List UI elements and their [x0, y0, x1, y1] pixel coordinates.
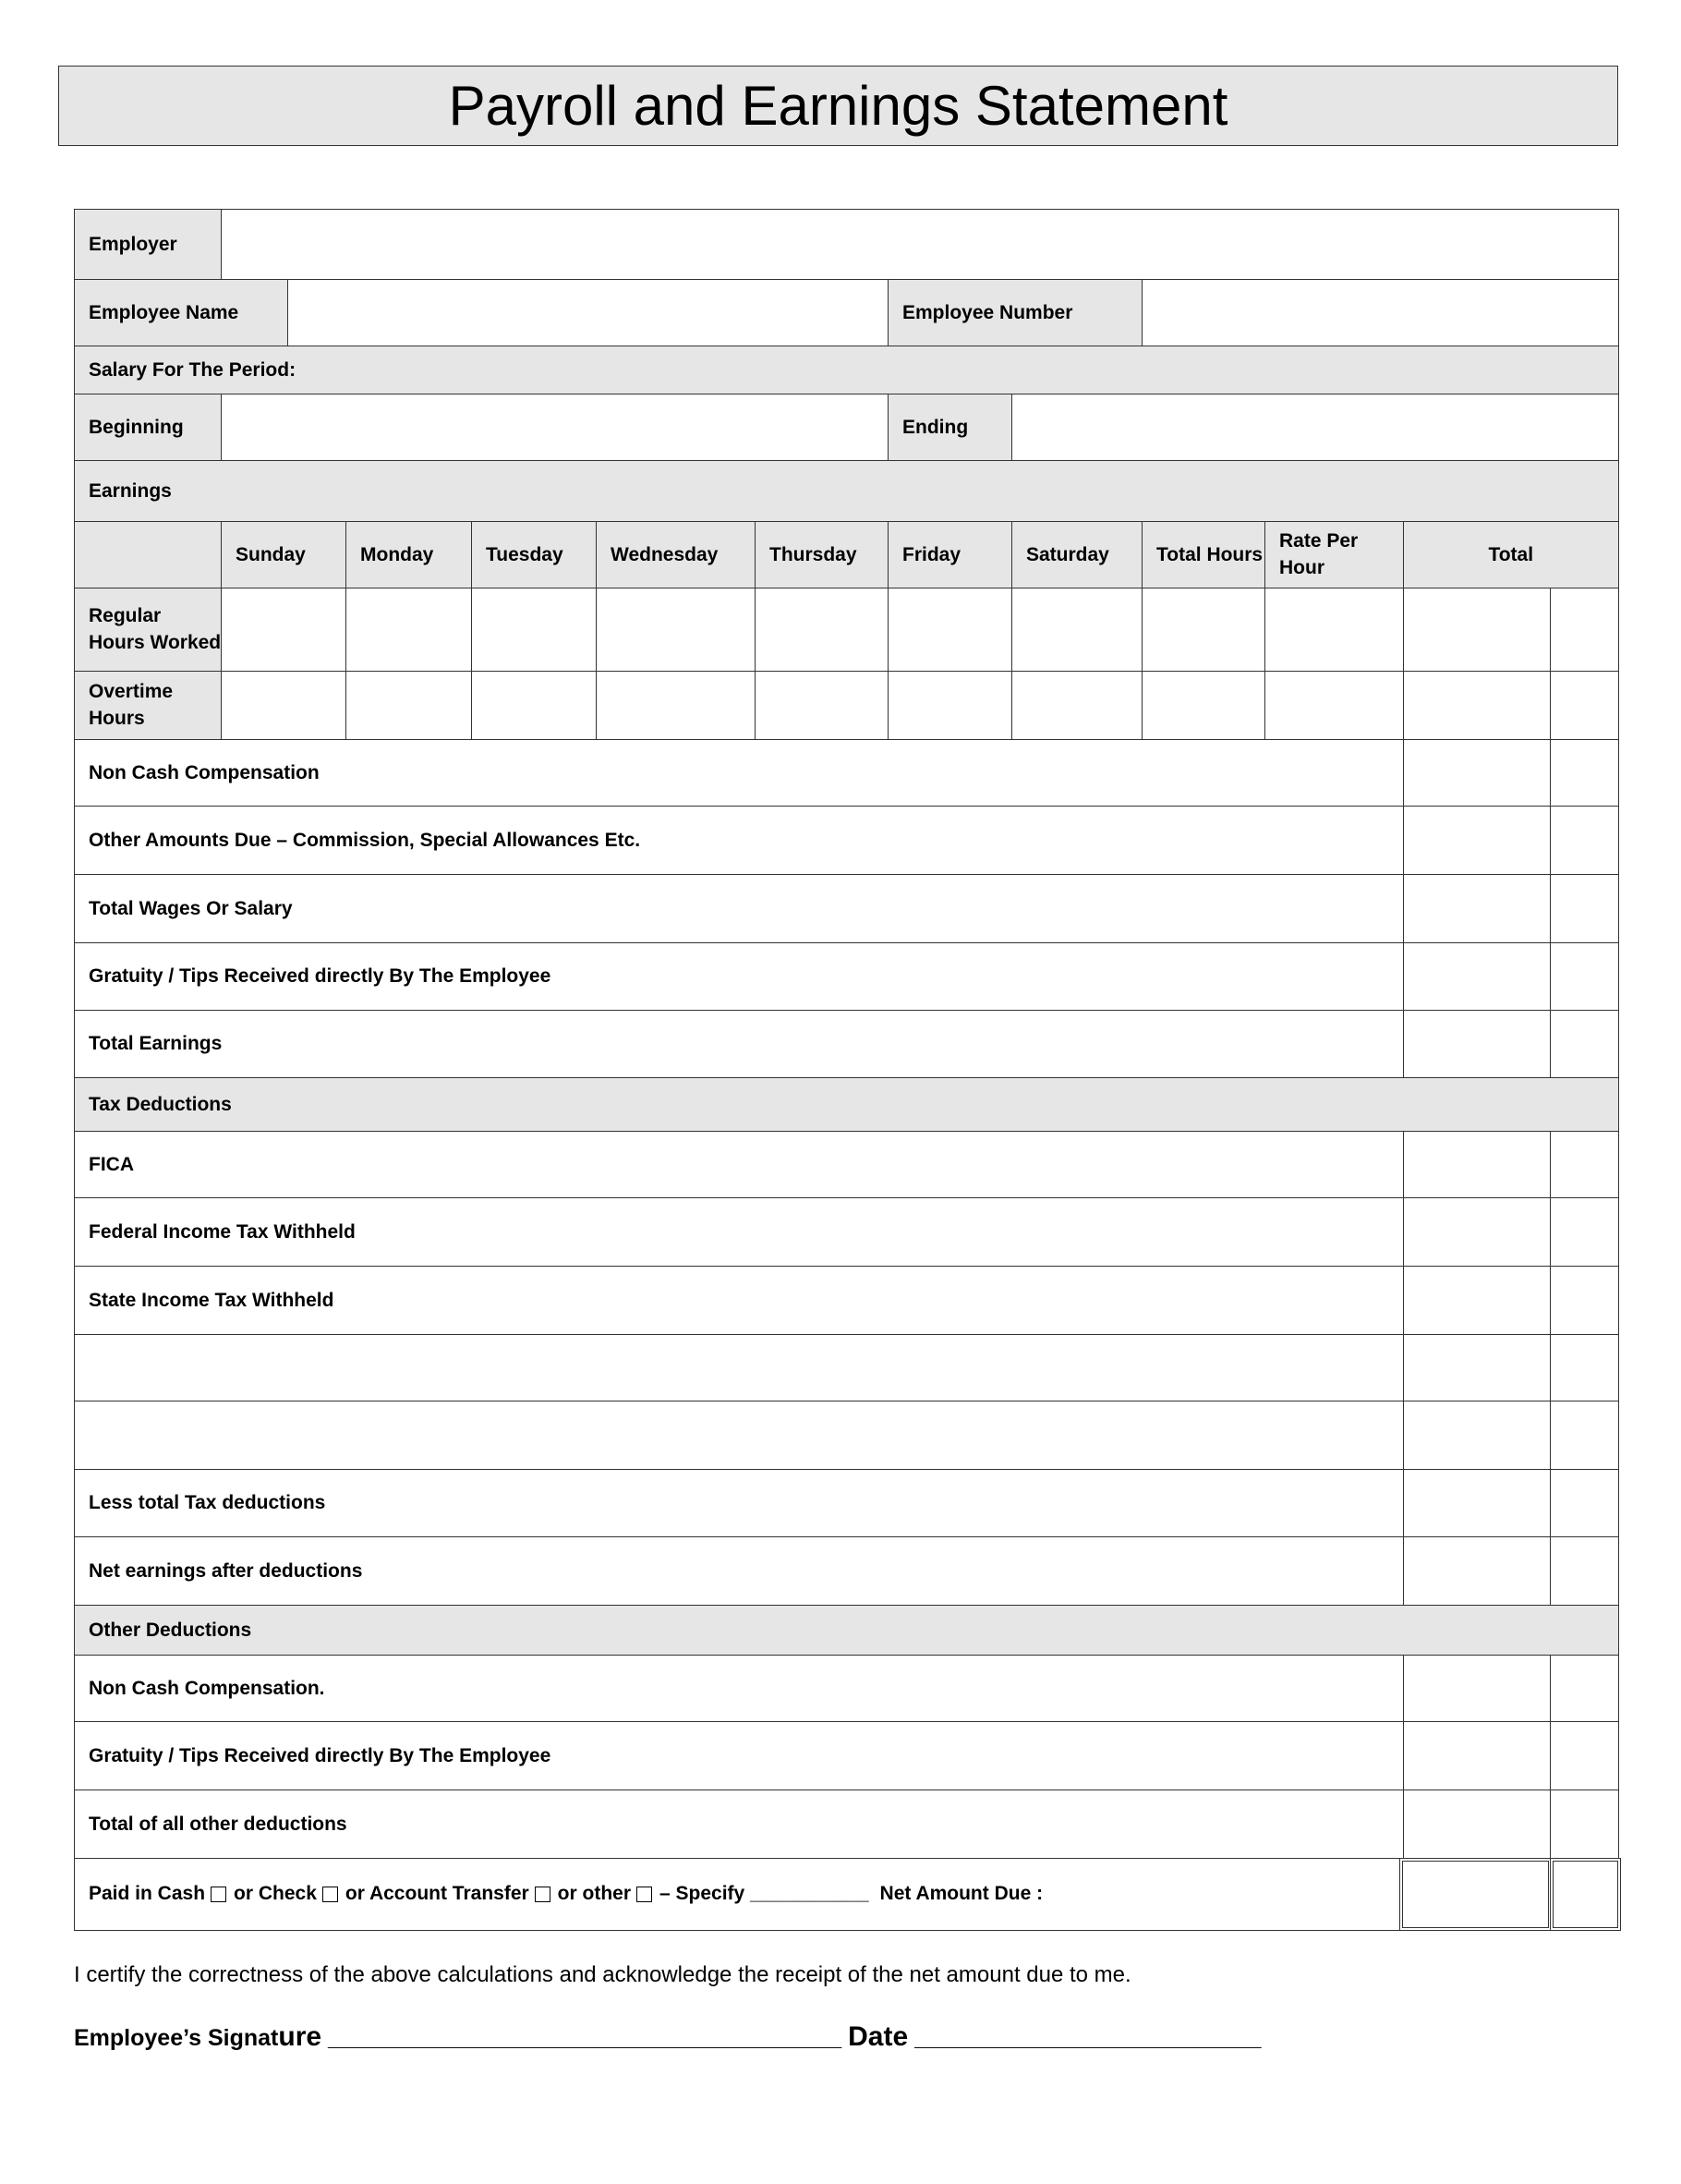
hours-input[interactable] — [888, 671, 1013, 741]
earnings-row-label: Other Amounts Due – Commission, Special Allowances Etc. — [74, 806, 1405, 876]
tax-amount[interactable] — [1403, 1401, 1552, 1471]
signature-line — [74, 2021, 1262, 2053]
tax-amount[interactable] — [1403, 1334, 1552, 1402]
beginning-label: Beginning — [74, 394, 223, 462]
column-header: Tuesday — [471, 521, 598, 589]
tax-amount[interactable] — [1403, 1266, 1552, 1336]
other-amount[interactable] — [1403, 1790, 1552, 1860]
tax-row-label — [74, 1401, 1405, 1471]
payment-net_due-label: Net Amount Due : — [879, 1883, 1044, 1905]
other-cents[interactable] — [1550, 1790, 1619, 1860]
hours-input[interactable] — [1264, 588, 1405, 673]
hours-input[interactable] — [345, 588, 473, 673]
tax-row-label: State Income Tax Withheld — [74, 1266, 1405, 1336]
hours-input[interactable] — [1403, 588, 1552, 673]
date-field[interactable]: ___________________________ — [914, 2025, 1262, 2051]
column-header: Saturday — [1011, 521, 1143, 589]
other-row-label: Non Cash Compensation. — [74, 1655, 1405, 1723]
hours-input[interactable] — [471, 671, 598, 741]
other-cents[interactable] — [1550, 1721, 1619, 1791]
employee-number-field[interactable] — [1142, 279, 1619, 347]
earnings-cents[interactable] — [1550, 942, 1619, 1012]
hours-input[interactable] — [596, 588, 756, 673]
net-amount-cents[interactable] — [1550, 1858, 1621, 1931]
payment-cash-checkbox[interactable] — [211, 1887, 226, 1902]
hours-input[interactable] — [596, 671, 756, 741]
beginning-field[interactable] — [221, 394, 889, 462]
earnings-amount[interactable] — [1403, 1010, 1552, 1079]
hours-input[interactable] — [1142, 588, 1266, 673]
other-amount[interactable] — [1403, 1655, 1552, 1723]
earnings-amount[interactable] — [1403, 806, 1552, 876]
hours-input[interactable] — [888, 588, 1013, 673]
tax-cents[interactable] — [1550, 1334, 1619, 1402]
page-title: Payroll and Earnings Statement — [58, 66, 1618, 146]
earnings-row-label: Gratuity / Tips Received directly By The Employee — [74, 942, 1405, 1012]
certification-text: I certify the correctness of the above calculations and acknowledge the receipt of the net amount due to me. — [74, 1962, 1131, 1987]
column-header: Friday — [888, 521, 1013, 589]
column-header: Total Hours — [1142, 521, 1266, 589]
payment-cash-label: Paid in Cash — [89, 1883, 206, 1905]
other-row-label: Gratuity / Tips Received directly By The Employee — [74, 1721, 1405, 1791]
hours-input[interactable] — [1264, 671, 1405, 741]
salary-period-header: Salary For The Period: — [74, 346, 1619, 395]
date-label: Date — [848, 2021, 909, 2052]
employer-label: Employer — [74, 209, 223, 281]
earnings-row-label: Non Cash Compensation — [74, 739, 1405, 807]
tax-cents[interactable] — [1550, 1469, 1619, 1538]
tax-row-label: Federal Income Tax Withheld — [74, 1197, 1405, 1268]
hours-input[interactable] — [221, 588, 347, 673]
hours-input[interactable] — [1403, 671, 1552, 741]
hours-input[interactable] — [345, 671, 473, 741]
hours-input[interactable] — [755, 671, 889, 741]
header-blank — [74, 521, 223, 589]
tax-cents[interactable] — [1550, 1197, 1619, 1268]
earnings-row-label: Total Earnings — [74, 1010, 1405, 1079]
column-header: Monday — [345, 521, 473, 589]
payment-transfer-checkbox[interactable] — [535, 1887, 550, 1902]
tax-row-label: FICA — [74, 1131, 1405, 1199]
signature-label: Employee’s Signat — [74, 2025, 279, 2051]
tax-row-label: Less total Tax deductions — [74, 1469, 1405, 1538]
payment-other-checkbox[interactable] — [636, 1887, 652, 1902]
column-header: Rate Per Hour — [1264, 521, 1405, 589]
payment-method-row — [74, 1858, 1405, 1931]
hours-row-label: Overtime Hours — [74, 671, 223, 741]
payment-check-checkbox[interactable] — [322, 1887, 338, 1902]
payment-transfer-label: or Account Transfer — [345, 1883, 529, 1905]
tax-amount[interactable] — [1403, 1197, 1552, 1268]
hours-input[interactable] — [1142, 671, 1266, 741]
earnings-cents[interactable] — [1550, 739, 1619, 807]
earnings-cents[interactable] — [1550, 1010, 1619, 1079]
hours-row-label: Regular Hours Worked — [74, 588, 223, 673]
earnings-header: Earnings — [74, 460, 1619, 523]
hours-input[interactable] — [755, 588, 889, 673]
tax-cents[interactable] — [1550, 1131, 1619, 1199]
earnings-amount[interactable] — [1403, 942, 1552, 1012]
ending-field[interactable] — [1011, 394, 1619, 462]
signature-field[interactable]: ________________________________________ — [328, 2025, 842, 2051]
other-row-label: Total of all other deductions — [74, 1790, 1405, 1860]
payment-other-label: or other — [557, 1883, 632, 1905]
payment-specify-label: – Specify ___________ — [659, 1883, 869, 1905]
other-cents[interactable] — [1550, 1655, 1619, 1723]
tax-amount[interactable] — [1403, 1536, 1552, 1607]
hours-input[interactable] — [1550, 671, 1619, 741]
tax-cents[interactable] — [1550, 1536, 1619, 1607]
earnings-row-label: Total Wages Or Salary — [74, 874, 1405, 944]
ending-label: Ending — [888, 394, 1013, 462]
employee-name-field[interactable] — [287, 279, 889, 347]
earnings-cents[interactable] — [1550, 806, 1619, 876]
column-header: Wednesday — [596, 521, 756, 589]
payment-check-label: or Check — [234, 1883, 317, 1905]
tax-cents[interactable] — [1550, 1266, 1619, 1336]
tax-row-label — [74, 1334, 1405, 1402]
column-header: Sunday — [221, 521, 347, 589]
tax-amount[interactable] — [1403, 1469, 1552, 1538]
hours-input[interactable] — [221, 671, 347, 741]
earnings-cents[interactable] — [1550, 874, 1619, 944]
earnings-amount[interactable] — [1403, 874, 1552, 944]
employer-field[interactable] — [221, 209, 1619, 281]
tax-row-label: Net earnings after deductions — [74, 1536, 1405, 1607]
hours-input[interactable] — [1550, 588, 1619, 673]
employee-number-label: Employee Number — [888, 279, 1143, 347]
hours-input[interactable] — [1011, 671, 1143, 741]
net-amount-field[interactable] — [1399, 1858, 1552, 1931]
tax-cents[interactable] — [1550, 1401, 1619, 1471]
hours-input[interactable] — [471, 588, 598, 673]
tax-deductions-header: Tax Deductions — [74, 1077, 1619, 1133]
earnings-amount[interactable] — [1403, 739, 1552, 807]
other-amount[interactable] — [1403, 1721, 1552, 1791]
column-header: Total — [1403, 521, 1619, 589]
employee-name-label: Employee Name — [74, 279, 289, 347]
hours-input[interactable] — [1011, 588, 1143, 673]
signature-label-end: ure — [278, 2021, 322, 2052]
other-deductions-header: Other Deductions — [74, 1605, 1619, 1656]
tax-amount[interactable] — [1403, 1131, 1552, 1199]
column-header: Thursday — [755, 521, 889, 589]
